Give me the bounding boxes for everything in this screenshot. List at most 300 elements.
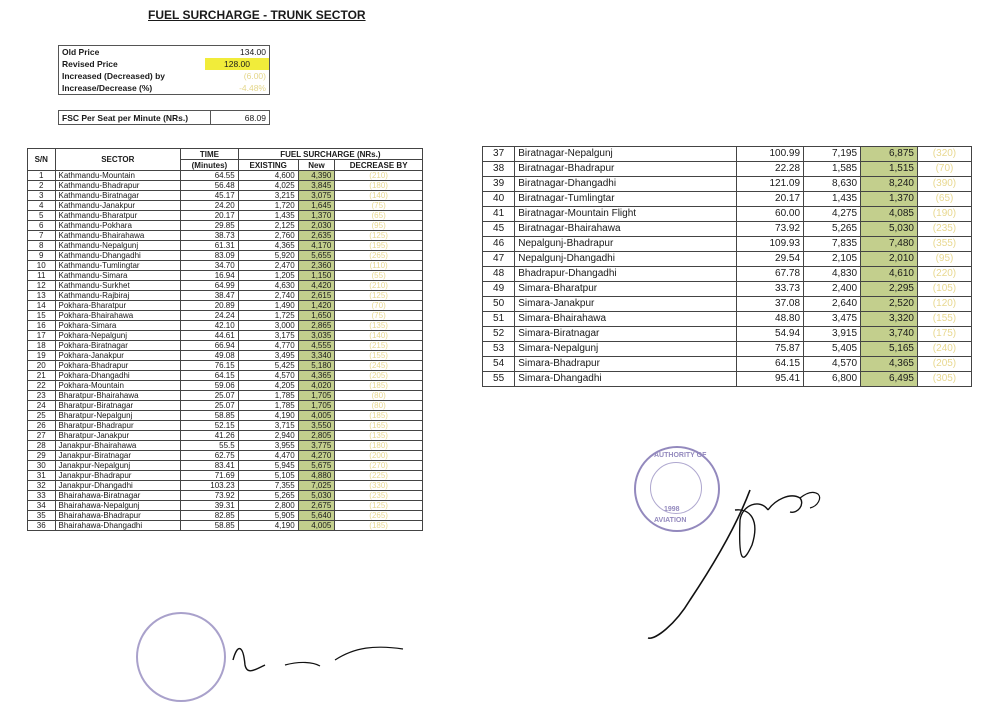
sector-cell: Nepalgunj-Bhadrapur — [515, 237, 737, 252]
time-cell: 20.17 — [737, 192, 804, 207]
sector-cell: Kathmandu-Biratnagar — [55, 191, 181, 201]
time-cell: 16.94 — [181, 271, 239, 281]
decrease-cell: (70) — [335, 301, 423, 311]
time-cell: 42.10 — [181, 321, 239, 331]
new-cell: 2,865 — [298, 321, 335, 331]
new-cell: 4,420 — [298, 281, 335, 291]
sector-cell: Simara-Janakpur — [515, 297, 737, 312]
decrease-cell: (225) — [335, 471, 423, 481]
new-cell: 3,320 — [861, 312, 918, 327]
sn-cell: 12 — [28, 281, 56, 291]
time-cell: 24.24 — [181, 311, 239, 321]
sn-cell: 15 — [28, 311, 56, 321]
existing-cell: 7,835 — [804, 237, 861, 252]
new-cell: 4,005 — [298, 411, 335, 421]
existing-cell: 3,000 — [238, 321, 298, 331]
time-cell: 49.08 — [181, 351, 239, 361]
table-row — [483, 282, 972, 297]
decrease-cell: (190) — [917, 207, 971, 222]
decrease-cell: (140) — [335, 331, 423, 341]
existing-cell: 5,425 — [238, 361, 298, 371]
table-row — [483, 252, 972, 267]
new-cell: 1,370 — [861, 192, 918, 207]
sector-cell: Bhadrapur-Dhangadhi — [515, 267, 737, 282]
sector-cell: Janakpur-Bhairahawa — [55, 441, 181, 451]
new-cell: 3,845 — [298, 181, 335, 191]
sector-cell: Kathmandu-Bhairahawa — [55, 231, 181, 241]
sn-cell: 21 — [28, 371, 56, 381]
decrease-cell: (125) — [335, 231, 423, 241]
table-row — [28, 281, 423, 291]
sn-cell: 41 — [483, 207, 515, 222]
time-cell: 58.85 — [181, 411, 239, 421]
existing-cell: 4,205 — [238, 381, 298, 391]
table-row — [28, 471, 423, 481]
sn-cell: 29 — [28, 451, 56, 461]
col-sector: SECTOR — [55, 149, 181, 171]
decrease-cell: (175) — [917, 327, 971, 342]
decrease-cell: (195) — [335, 241, 423, 251]
time-cell: 29.54 — [737, 252, 804, 267]
table-row — [28, 391, 423, 401]
table-row — [28, 321, 423, 331]
decrease-cell: (95) — [917, 252, 971, 267]
sn-cell: 9 — [28, 251, 56, 261]
time-cell: 95.41 — [737, 372, 804, 387]
table-row — [28, 271, 423, 281]
new-cell: 2,675 — [298, 501, 335, 511]
sn-cell: 7 — [28, 231, 56, 241]
new-cell: 4,610 — [861, 267, 918, 282]
table-row — [28, 461, 423, 471]
decrease-cell: (240) — [917, 342, 971, 357]
sn-cell: 45 — [483, 222, 515, 237]
existing-cell: 5,945 — [238, 461, 298, 471]
sector-cell: Pokhara-Bharatpur — [55, 301, 181, 311]
new-cell: 1,150 — [298, 271, 335, 281]
sector-cell: Simara-Bharatpur — [515, 282, 737, 297]
time-cell: 20.89 — [181, 301, 239, 311]
sn-cell: 8 — [28, 241, 56, 251]
existing-cell: 7,195 — [804, 147, 861, 162]
new-cell: 1,705 — [298, 391, 335, 401]
new-cell: 4,020 — [298, 381, 335, 391]
sn-cell: 13 — [28, 291, 56, 301]
time-cell: 73.92 — [181, 491, 239, 501]
sector-cell: Pokhara-Nepalgunj — [55, 331, 181, 341]
decrease-cell: (135) — [335, 431, 423, 441]
time-cell: 37.08 — [737, 297, 804, 312]
existing-cell: 5,265 — [804, 222, 861, 237]
existing-cell: 1,785 — [238, 391, 298, 401]
sector-cell: Biratnagar-Tumlingtar — [515, 192, 737, 207]
existing-cell: 2,105 — [804, 252, 861, 267]
signature-small — [225, 635, 415, 682]
sector-cell: Biratnagar-Bhairahawa — [515, 222, 737, 237]
existing-cell: 4,190 — [238, 411, 298, 421]
sn-cell: 19 — [28, 351, 56, 361]
sn-cell: 16 — [28, 321, 56, 331]
sn-cell: 26 — [28, 421, 56, 431]
existing-cell: 4,470 — [238, 451, 298, 461]
new-cell: 2,615 — [298, 291, 335, 301]
fsc-label: FSC Per Seat per Minute (NRs.) — [59, 111, 211, 125]
table-row — [28, 451, 423, 461]
price-summary-box — [58, 45, 270, 95]
sn-cell: 46 — [483, 237, 515, 252]
sector-cell: Biratnagar-Dhangadhi — [515, 177, 737, 192]
time-cell: 64.55 — [181, 171, 239, 181]
existing-cell: 5,920 — [238, 251, 298, 261]
table-row — [28, 411, 423, 421]
col-existing: EXISTING — [238, 160, 298, 171]
sector-cell: Bharatpur-Janakpur — [55, 431, 181, 441]
decrease-cell: (235) — [335, 491, 423, 501]
decrease-cell: (80) — [335, 391, 423, 401]
new-cell: 4,085 — [861, 207, 918, 222]
table-row — [483, 177, 972, 192]
existing-cell: 3,215 — [238, 191, 298, 201]
existing-cell: 2,640 — [804, 297, 861, 312]
decrease-cell: (120) — [917, 297, 971, 312]
existing-cell: 4,275 — [804, 207, 861, 222]
new-cell: 8,240 — [861, 177, 918, 192]
decrease-cell: (65) — [335, 211, 423, 221]
sn-cell: 22 — [28, 381, 56, 391]
sn-cell: 40 — [483, 192, 515, 207]
col-minutes: (Minutes) — [181, 160, 239, 171]
decrease-cell: (125) — [335, 291, 423, 301]
table-row — [28, 291, 423, 301]
new-cell: 2,635 — [298, 231, 335, 241]
table-row — [28, 201, 423, 211]
sector-cell: Pokhara-Bhairahawa — [55, 311, 181, 321]
time-cell: 24.20 — [181, 201, 239, 211]
table-row — [483, 297, 972, 312]
sector-cell: Bharatpur-Bhairahawa — [55, 391, 181, 401]
sn-cell: 28 — [28, 441, 56, 451]
sector-cell: Bhairahawa-Biratnagar — [55, 491, 181, 501]
decrease-cell: (125) — [335, 501, 423, 511]
new-cell: 3,740 — [861, 327, 918, 342]
new-cell: 1,650 — [298, 311, 335, 321]
decrease-cell: (165) — [335, 421, 423, 431]
increase-label: Increased (Decreased) by — [62, 71, 165, 81]
sn-cell: 37 — [483, 147, 515, 162]
existing-cell: 4,570 — [238, 371, 298, 381]
new-cell: 1,420 — [298, 301, 335, 311]
sn-cell: 11 — [28, 271, 56, 281]
time-cell: 44.61 — [181, 331, 239, 341]
existing-cell: 2,400 — [804, 282, 861, 297]
existing-cell: 5,405 — [804, 342, 861, 357]
time-cell: 71.69 — [181, 471, 239, 481]
time-cell: 62.75 — [181, 451, 239, 461]
existing-cell: 6,800 — [804, 372, 861, 387]
table-row — [28, 501, 423, 511]
time-cell: 34.70 — [181, 261, 239, 271]
table-row — [28, 431, 423, 441]
sector-cell: Simara-Biratnagar — [515, 327, 737, 342]
time-cell: 121.09 — [737, 177, 804, 192]
new-cell: 4,555 — [298, 341, 335, 351]
decrease-cell: (180) — [335, 441, 423, 451]
sn-cell: 31 — [28, 471, 56, 481]
sector-cell: Simara-Bhairahawa — [515, 312, 737, 327]
new-cell: 4,390 — [298, 171, 335, 181]
new-cell: 3,550 — [298, 421, 335, 431]
existing-cell: 1,725 — [238, 311, 298, 321]
decrease-cell: (185) — [335, 521, 423, 531]
sector-cell: Kathmandu-Nepalgunj — [55, 241, 181, 251]
decrease-cell: (155) — [335, 351, 423, 361]
time-cell: 83.41 — [181, 461, 239, 471]
existing-cell: 2,760 — [238, 231, 298, 241]
existing-cell: 3,175 — [238, 331, 298, 341]
existing-cell: 4,630 — [238, 281, 298, 291]
table-row — [28, 221, 423, 231]
sn-cell: 4 — [28, 201, 56, 211]
sn-cell: 30 — [28, 461, 56, 471]
new-cell: 1,515 — [861, 162, 918, 177]
time-cell: 25.07 — [181, 391, 239, 401]
existing-cell: 2,940 — [238, 431, 298, 441]
sector-cell: Janakpur-Dhangadhi — [55, 481, 181, 491]
existing-cell: 1,585 — [804, 162, 861, 177]
new-cell: 7,025 — [298, 481, 335, 491]
sn-cell: 39 — [483, 177, 515, 192]
sn-cell: 51 — [483, 312, 515, 327]
sn-cell: 55 — [483, 372, 515, 387]
table-row — [483, 162, 972, 177]
new-cell: 7,480 — [861, 237, 918, 252]
decrease-cell: (155) — [917, 312, 971, 327]
sn-cell: 3 — [28, 191, 56, 201]
table-row — [28, 191, 423, 201]
new-cell: 4,270 — [298, 451, 335, 461]
time-cell: 25.07 — [181, 401, 239, 411]
time-cell: 64.99 — [181, 281, 239, 291]
sector-cell: Kathmandu-Simara — [55, 271, 181, 281]
sector-cell: Kathmandu-Rajbiraj — [55, 291, 181, 301]
table-row — [483, 342, 972, 357]
time-cell: 76.15 — [181, 361, 239, 371]
existing-cell: 1,435 — [804, 192, 861, 207]
decrease-cell: (200) — [335, 451, 423, 461]
revised-price-label: Revised Price — [62, 59, 118, 69]
table-row — [28, 511, 423, 521]
table-row — [28, 351, 423, 361]
col-sn: S/N — [28, 149, 56, 171]
decrease-cell: (75) — [335, 201, 423, 211]
existing-cell: 4,365 — [238, 241, 298, 251]
new-cell: 2,010 — [861, 252, 918, 267]
existing-cell: 5,905 — [238, 511, 298, 521]
existing-cell: 2,125 — [238, 221, 298, 231]
sector-cell: Janakpur-Biratnagar — [55, 451, 181, 461]
sn-cell: 5 — [28, 211, 56, 221]
time-cell: 64.15 — [737, 357, 804, 372]
existing-cell: 4,770 — [238, 341, 298, 351]
percent-value: -4.48% — [239, 83, 266, 93]
table-row — [28, 341, 423, 351]
table-row — [28, 251, 423, 261]
existing-cell: 3,915 — [804, 327, 861, 342]
table-row — [483, 327, 972, 342]
table-row — [28, 231, 423, 241]
col-time: TIME — [181, 149, 239, 160]
sector-cell: Bhairahawa-Nepalgunj — [55, 501, 181, 511]
sector-cell: Biratnagar-Mountain Flight — [515, 207, 737, 222]
sn-cell: 38 — [483, 162, 515, 177]
new-cell: 1,370 — [298, 211, 335, 221]
decrease-cell: (70) — [917, 162, 971, 177]
sn-cell: 2 — [28, 181, 56, 191]
sn-cell: 17 — [28, 331, 56, 341]
new-cell: 5,655 — [298, 251, 335, 261]
time-cell: 48.80 — [737, 312, 804, 327]
decrease-cell: (215) — [335, 341, 423, 351]
existing-cell: 8,630 — [804, 177, 861, 192]
sector-cell: Simara-Bhadrapur — [515, 357, 737, 372]
table-row — [28, 491, 423, 501]
time-cell: 33.73 — [737, 282, 804, 297]
decrease-cell: (210) — [335, 281, 423, 291]
new-cell: 4,365 — [298, 371, 335, 381]
table-row — [28, 301, 423, 311]
sector-cell: Bharatpur-Bhadrapur — [55, 421, 181, 431]
table-row — [28, 421, 423, 431]
decrease-cell: (210) — [335, 171, 423, 181]
existing-cell: 1,720 — [238, 201, 298, 211]
new-cell: 5,675 — [298, 461, 335, 471]
existing-cell: 2,740 — [238, 291, 298, 301]
existing-cell: 4,830 — [804, 267, 861, 282]
sn-cell: 36 — [28, 521, 56, 531]
old-price-label: Old Price — [62, 47, 100, 57]
decrease-cell: (245) — [335, 361, 423, 371]
percent-label: Increase/Decrease (%) — [62, 83, 153, 93]
sn-cell: 54 — [483, 357, 515, 372]
time-cell: 54.94 — [737, 327, 804, 342]
table-row — [483, 237, 972, 252]
table-row — [483, 267, 972, 282]
new-cell: 2,030 — [298, 221, 335, 231]
new-cell: 3,340 — [298, 351, 335, 361]
sector-cell: Kathmandu-Bharatpur — [55, 211, 181, 221]
sn-cell: 50 — [483, 297, 515, 312]
new-cell: 1,705 — [298, 401, 335, 411]
sector-cell: Pokhara-Biratnagar — [55, 341, 181, 351]
time-cell: 56.48 — [181, 181, 239, 191]
existing-cell: 5,265 — [238, 491, 298, 501]
decrease-cell: (140) — [335, 191, 423, 201]
decrease-cell: (330) — [335, 481, 423, 491]
decrease-cell: (95) — [335, 221, 423, 231]
table-row — [28, 181, 423, 191]
decrease-cell: (135) — [335, 321, 423, 331]
decrease-cell: (355) — [917, 237, 971, 252]
sn-cell: 14 — [28, 301, 56, 311]
surcharge-table-right — [482, 146, 972, 387]
existing-cell: 4,190 — [238, 521, 298, 531]
sn-cell: 52 — [483, 327, 515, 342]
time-cell: 52.15 — [181, 421, 239, 431]
seal-text-top: AUTHORITY OF — [654, 452, 707, 459]
table-row — [28, 171, 423, 181]
sector-cell: Biratnagar-Bhadrapur — [515, 162, 737, 177]
col-fuel-surcharge: FUEL SURCHARGE (NRs.) — [238, 149, 422, 160]
sector-cell: Bharatpur-Biratnagar — [55, 401, 181, 411]
table-row — [483, 312, 972, 327]
existing-cell: 7,355 — [238, 481, 298, 491]
sn-cell: 33 — [28, 491, 56, 501]
sector-cell: Bhairahawa-Dhangadhi — [55, 521, 181, 531]
new-cell: 5,030 — [298, 491, 335, 501]
new-cell: 6,495 — [861, 372, 918, 387]
time-cell: 20.17 — [181, 211, 239, 221]
existing-cell: 3,495 — [238, 351, 298, 361]
table-row — [483, 357, 972, 372]
time-cell: 75.87 — [737, 342, 804, 357]
sector-cell: Kathmandu-Janakpur — [55, 201, 181, 211]
table-row — [28, 211, 423, 221]
decrease-cell: (185) — [335, 411, 423, 421]
authority-seal-small — [136, 612, 226, 702]
sector-cell: Simara-Dhangadhi — [515, 372, 737, 387]
table-row — [28, 331, 423, 341]
new-cell: 3,035 — [298, 331, 335, 341]
existing-cell: 4,600 — [238, 171, 298, 181]
existing-cell: 2,470 — [238, 261, 298, 271]
sector-cell: Pokhara-Simara — [55, 321, 181, 331]
sn-cell: 47 — [483, 252, 515, 267]
sector-cell: Biratnagar-Nepalgunj — [515, 147, 737, 162]
sector-cell: Pokhara-Bhadrapur — [55, 361, 181, 371]
sn-cell: 1 — [28, 171, 56, 181]
sector-cell: Kathmandu-Surkhet — [55, 281, 181, 291]
sector-cell: Kathmandu-Mountain — [55, 171, 181, 181]
decrease-cell: (305) — [917, 372, 971, 387]
decrease-cell: (180) — [335, 181, 423, 191]
new-cell: 5,165 — [861, 342, 918, 357]
increase-value: (6.00) — [243, 71, 266, 81]
sn-cell: 48 — [483, 267, 515, 282]
time-cell: 55.5 — [181, 441, 239, 451]
new-cell: 2,360 — [298, 261, 335, 271]
decrease-cell: (390) — [917, 177, 971, 192]
sn-cell: 32 — [28, 481, 56, 491]
time-cell: 58.85 — [181, 521, 239, 531]
table-row — [28, 241, 423, 251]
sn-cell: 20 — [28, 361, 56, 371]
existing-cell: 1,435 — [238, 211, 298, 221]
table-row — [28, 381, 423, 391]
sector-cell: Kathmandu-Tumlingtar — [55, 261, 181, 271]
existing-cell: 3,715 — [238, 421, 298, 431]
new-cell: 4,005 — [298, 521, 335, 531]
page-title: FUEL SURCHARGE - TRUNK SECTOR — [148, 8, 366, 22]
new-cell: 4,880 — [298, 471, 335, 481]
table-row — [28, 481, 423, 491]
existing-cell: 3,955 — [238, 441, 298, 451]
new-cell: 2,520 — [861, 297, 918, 312]
sector-cell: Bharatpur-Nepalgunj — [55, 411, 181, 421]
existing-cell: 4,570 — [804, 357, 861, 372]
existing-cell: 2,800 — [238, 501, 298, 511]
time-cell: 83.09 — [181, 251, 239, 261]
sector-cell: Kathmandu-Pokhara — [55, 221, 181, 231]
